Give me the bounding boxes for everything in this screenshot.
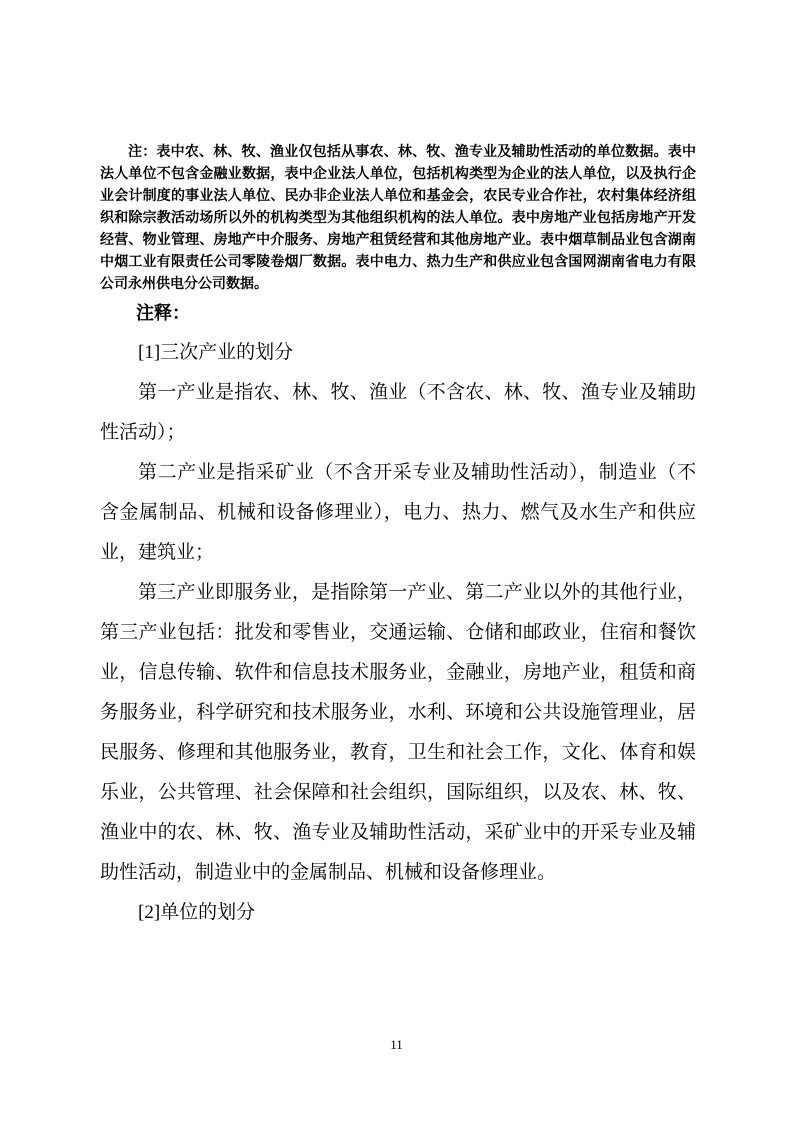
tertiary-industry-paragraph: 第三产业即服务业，是指除第一产业、第二产业以外的其他行业，第三产业包括：批发和零售业，交通运输、仓储和邮政业，住宿和餐饮业，信息传输、软件和信息技术服务业，金融业，房地产业，租赁和商务服务业，科学研究和技术服务业，水利、环境和公共设施管理业，居民服务、修理和其他服务业，教育，卫生和社会工作，文化、体育和娱乐业，公共管理、社会保障和社会组织，国际组织，以及农、林、牧、渔业中的农、林、牧、渔专业及辅助性活动，采矿业中的开采专业及辅助性活动，制造业中的金属制品、机械和设备修理业。: [100, 582, 696, 883]
note1-title-three-industries: [1]三次产业的划分: [138, 342, 294, 363]
notes-heading: 注释：: [136, 303, 190, 323]
table-note-paragraph: 注：表中农、林、牧、渔业仅包括从事农、林、牧、渔专业及辅助性活动的单位数据。表中法人单位不包含金融业数据，表中企业法人单位，包括机构类型为企业的法人单位，以及执行企业会计制度的事业法人单位、民办非企业法人单位和基金会，农民专业合作社，农村集体经济组织和除宗教活动场所以外的机构类型为其他组织机构的法人单位。表中房地产业包括房地产开发经营、物业管理、房地产中介服务、房地产租赁经营和其他房地产业。表中烟草制品业包含湖南中烟工业有限责任公司零陵卷烟厂数据。表中电力、热力生产和供应业包含国网湖南省电力有限公司永州供电分公司数据。: [100, 145, 696, 292]
primary-industry-paragraph: 第一产业是指农、林、牧、渔业（不含农、林、牧、渔专业及辅助性活动）；: [100, 382, 696, 443]
note2-title-unit-division: [2]单位的划分: [138, 902, 256, 923]
notes-section: [100, 293, 696, 933]
page-number: 11: [390, 1037, 403, 1052]
secondary-industry-paragraph: 第二产业是指采矿业（不含开采专业及辅助性活动），制造业（不含金属制品、机械和设备修理业），电力、热力、燃气及水生产和供应业，建筑业；: [100, 462, 696, 563]
